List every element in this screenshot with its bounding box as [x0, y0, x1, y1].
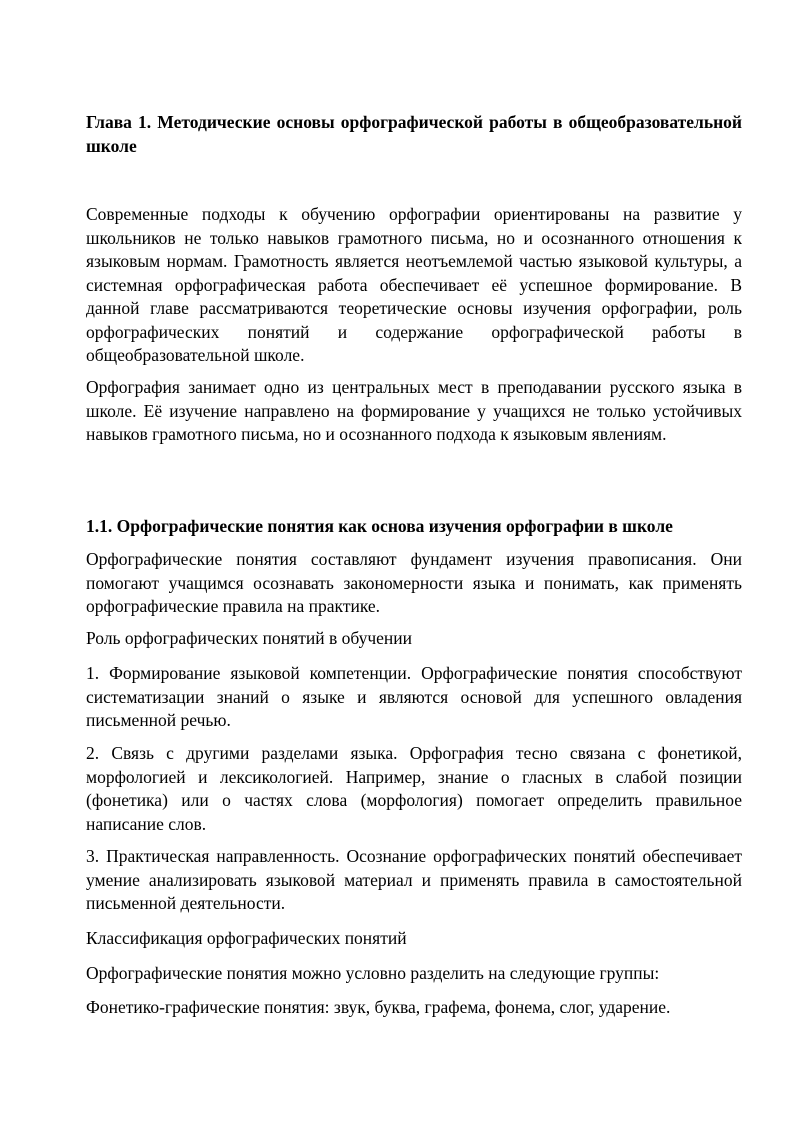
intro-paragraph-2: Орфография занимает одно из центральных мест в преподавании русского языка в школе. Её изучение направлено на формирование у учащихся не только устойчивых навыков грамотного письма, но и осознанного подхода к языковым явлениям. [86, 377, 742, 444]
intro-paragraph-1: Современные подходы к обучению орфографии ориентированы на развитие у школьников не только навыков грамотного письма, но и осознанного отношения к языковым нормам. Грамотность является неотъемлемой частью языковой культуры, а системная орфографическая работа обеспечивает её успешное формирование. В данной главе рассматриваются теоретические основы изучения орфографии, роль орфографических понятий и содержание орфографической работы в общеобразовательной школе. [86, 204, 742, 365]
section-title: 1.1. Орфографические понятия как основа изучения орфографии в школе [86, 516, 673, 536]
chapter-title: Глава 1. Методические основы орфографической работы в общеобразовательной школе [86, 112, 742, 156]
list-item: 3. Практическая направленность. Осознание орфографических понятий обеспечивает умение анализировать языковой материал и применять правила в самостоятельной письменной деятельности. [86, 846, 742, 913]
list-item: 1. Формирование языковой компетенции. Орфографические понятия способствуют систематизации знаний о языке и являются основой для успешного овладения письменной речью. [86, 663, 742, 730]
section-subheading-classification: Классификация орфографических понятий [86, 928, 407, 948]
section-paragraph-3: Фонетико-графические понятия: звук, буква, графема, фонема, слог, ударение. [86, 997, 671, 1017]
section-paragraph-2: Орфографические понятия можно условно разделить на следующие группы: [86, 963, 660, 983]
list-item: 2. Связь с другими разделами языка. Орфография тесно связана с фонетикой, морфологией и лексикологией. Например, знание о гласных в слабой позиции (фонетика) или о частях слова (морфология) помогает определить правильное написание слов. [86, 743, 742, 834]
section-paragraph-1: Орфографические понятия составляют фундамент изучения правописания. Они помогают учащимся осознавать закономерности языка и понимать, как применять орфографические правила на практике. [86, 549, 742, 616]
section-subheading-roles: Роль орфографических понятий в обучении [86, 628, 412, 648]
